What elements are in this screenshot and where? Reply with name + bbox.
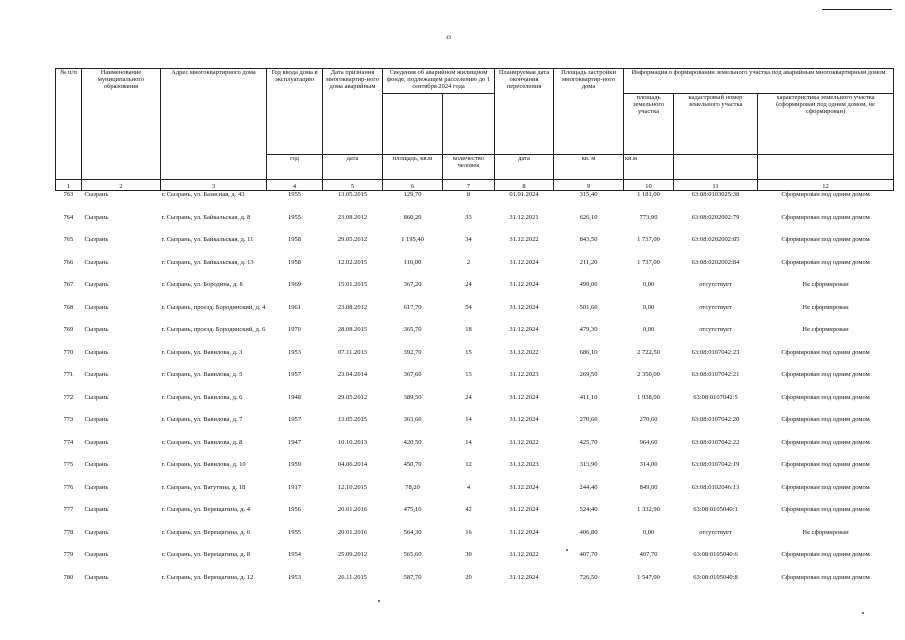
cell-year: 1969 xyxy=(288,281,301,288)
cell-date-emergency: 10.10.2013 xyxy=(337,438,368,446)
cell-address: г. Сызрань, ул. Базисная, д. 43 xyxy=(161,191,245,198)
cell-municipality: Сызрань xyxy=(84,371,109,378)
cell-cadastral: отсутствует xyxy=(699,303,732,311)
column-number: 8 xyxy=(495,180,554,191)
cell-characteristic: Не сформирован xyxy=(802,281,849,288)
cell-date-emergency: 15.01.2015 xyxy=(337,281,368,288)
cell-area: 1 195,40 xyxy=(401,236,424,243)
cell-area: 565,60 xyxy=(403,551,422,558)
cell-people: 14 xyxy=(465,438,472,446)
table-row xyxy=(56,506,894,529)
cell-date-emergency: 12.02.2015 xyxy=(337,258,368,266)
cell-planned-date: 31.12.2024 xyxy=(509,506,539,513)
column-number: 9 xyxy=(554,180,624,191)
cell-year: 1956 xyxy=(288,506,301,513)
cell-address: г. Сызрань, ул. Байкальская, д. 8 xyxy=(161,213,251,221)
cell-planned-date: 31.12.2024 xyxy=(509,258,539,266)
cell-year: 1958 xyxy=(288,258,301,266)
header-land-group: Информация о формировании земельного участка под аварийным многоквартирным домом xyxy=(624,69,894,94)
cell-cadastral: 63:08:0202002:84 xyxy=(691,258,740,266)
cell-year: 1957 xyxy=(288,371,301,378)
cell-address: г. Сызрань, ул. Верещагина, д. 8 xyxy=(161,551,251,558)
cell-no: 767 xyxy=(63,281,74,288)
column-numbers-row xyxy=(56,180,894,191)
cell-land-area: 2 722,50 xyxy=(637,348,660,356)
cell-build-area: 313,90 xyxy=(579,461,598,468)
table-row xyxy=(56,371,894,394)
cell-municipality: Сызрань xyxy=(84,393,109,401)
cell-municipality: Сызрань xyxy=(84,326,109,333)
cell-address: г. Сызрань, ул. Вавилова, д. 7 xyxy=(161,416,243,423)
cell-year: 1954 xyxy=(288,551,301,558)
cell-area: 129,70 xyxy=(403,191,422,198)
unit-year: год xyxy=(267,155,323,180)
cell-no: 776 xyxy=(63,483,74,491)
cell-address: г. Сызрань, проезд. Бородинский, д. 4 xyxy=(161,303,266,311)
cell-year: 1948 xyxy=(288,393,301,401)
cell-cadastral: 63:08:0107042:23 xyxy=(691,348,740,356)
table-row xyxy=(56,236,894,259)
register-sheet xyxy=(55,68,893,596)
table-row xyxy=(56,416,894,439)
cell-cadastral: 63:08:0202002:85 xyxy=(691,236,740,243)
cell-date-emergency: 29.05.2012 xyxy=(337,236,368,243)
table-row xyxy=(56,214,894,237)
cell-year: 1970 xyxy=(288,326,301,333)
cell-no: 768 xyxy=(63,303,74,311)
cell-municipality: Сызрань xyxy=(84,258,109,266)
cell-no: 769 xyxy=(63,326,74,333)
cell-build-area: 843,50 xyxy=(579,236,598,243)
cell-people: 34 xyxy=(465,236,472,243)
unit-date-planned: дата xyxy=(495,155,554,180)
cell-planned-date: 31.12.2022 xyxy=(509,551,539,558)
cell-build-area: 726,50 xyxy=(579,573,598,581)
table-row xyxy=(56,259,894,282)
table-row xyxy=(56,529,894,552)
header-cadastral: кадастровый номер земельного участка xyxy=(674,94,758,155)
cell-characteristic: Сформирован под одним домом xyxy=(781,506,870,513)
cell-no: 779 xyxy=(63,551,74,558)
cell-people: 4 xyxy=(466,483,471,491)
cell-address: г. Сызрань, ул. Байкальская, д. 13 xyxy=(161,258,254,266)
cell-address: г. Сызрань, ул. Вавилова, д. 5 xyxy=(161,371,243,378)
cell-planned-date: 31.12.2021 xyxy=(509,213,539,221)
cell-date-emergency: 23.04.2014 xyxy=(337,371,368,378)
cell-people: 13 xyxy=(465,371,472,378)
cell-cadastral: отсутствует xyxy=(699,326,732,333)
cell-characteristic: Сформирован под одним домом xyxy=(781,551,870,558)
cell-build-area: 211,20 xyxy=(579,258,598,266)
cell-municipality: Сызрань xyxy=(84,213,109,221)
table-row xyxy=(56,349,894,372)
cell-year: 1917 xyxy=(288,483,301,491)
cell-cadastral: 63:08:0105040:1 xyxy=(693,506,738,513)
cell-no: 765 xyxy=(63,236,74,243)
cell-area: 363,60 xyxy=(403,416,422,423)
cell-build-area: 626,10 xyxy=(579,213,598,221)
cell-year: 1953 xyxy=(288,348,301,356)
cell-year: 1953 xyxy=(288,573,301,581)
cell-municipality: Сызрань xyxy=(84,551,109,558)
table-row xyxy=(56,551,894,574)
column-number: 11 xyxy=(674,180,758,191)
cell-build-area: 244,40 xyxy=(579,483,598,491)
cell-municipality: Сызрань xyxy=(84,191,109,198)
column-number: 1 xyxy=(56,180,82,191)
cell-municipality: Сызрань xyxy=(84,528,109,536)
cell-build-area: 499,00 xyxy=(579,281,598,288)
cell-no: 772 xyxy=(63,393,74,401)
cell-area: 78,20 xyxy=(405,483,420,491)
cell-year: 1959 xyxy=(288,461,301,468)
cell-address: г. Сызрань, ул. Вавилова, д. 8 xyxy=(161,438,243,446)
cell-no: 764 xyxy=(63,213,74,221)
unit-blank-cadastral xyxy=(674,155,758,180)
cell-address: г. Сызрань, ул. Вавилова, д. 10 xyxy=(161,461,246,468)
cell-planned-date: 31.12.2024 xyxy=(509,483,539,491)
cell-planned-date: 31.12.2024 xyxy=(509,416,539,423)
cell-build-area: 315,40 xyxy=(579,191,598,198)
header-municipality: Наименование муниципального образования xyxy=(82,69,161,180)
cell-characteristic: Не сформирован xyxy=(802,528,849,536)
cell-land-area: 1 938,00 xyxy=(637,393,660,401)
cell-land-area: 964,60 xyxy=(639,438,658,446)
cell-area: 450,70 xyxy=(403,461,422,468)
cell-area: 110,00 xyxy=(403,258,422,266)
scan-speck xyxy=(378,600,380,602)
cell-address: г. Сызрань, ул. Бородина, д. 8 xyxy=(161,281,243,288)
cell-characteristic: Сформирован под одним домом xyxy=(781,416,870,423)
header-fund-group: Сведения об аварийном жилищном фонде, подлежащем расселению до 1 сентября 2024 года xyxy=(383,69,495,94)
header-characteristic: характеристика земельного участка (сформирован под одним домом, не сформирован) xyxy=(758,94,894,155)
cell-people: 15 xyxy=(465,348,472,356)
cell-cadastral: 63:08:0107042:21 xyxy=(691,371,740,378)
cell-planned-date: 31.12.2023 xyxy=(509,461,539,468)
cell-characteristic: Сформирован под одним домом xyxy=(781,438,870,446)
cell-characteristic: Сформирован под одним домом xyxy=(781,191,870,198)
cell-cadastral: 63:08:0105040:6 xyxy=(693,551,738,558)
cell-year: 1958 xyxy=(288,236,301,243)
cell-build-area: 686,10 xyxy=(579,348,598,356)
column-number: 12 xyxy=(758,180,894,191)
table-row xyxy=(56,574,894,597)
cell-address: г. Сызрань, проезд. Бородинский, д. 6 xyxy=(161,326,266,333)
cell-no: 770 xyxy=(63,348,74,356)
cell-characteristic: Сформирован под одним домом xyxy=(781,371,870,378)
unit-sqm-land: кв.м xyxy=(624,155,674,180)
cell-build-area: 479,30 xyxy=(579,326,598,333)
header-no: № п/п xyxy=(56,69,82,180)
cell-characteristic: Сформирован под одним домом xyxy=(781,236,870,243)
unit-blank-characteristic xyxy=(758,155,894,180)
cell-municipality: Сызрань xyxy=(84,506,109,513)
cell-date-emergency: 23.08.2012 xyxy=(337,213,368,221)
cell-address: г. Сызрань, ул. Верещагина, д. 6 xyxy=(161,528,251,536)
cell-land-area: 0,00 xyxy=(642,326,655,333)
cell-year: 1961 xyxy=(288,303,301,311)
cell-area: 392,70 xyxy=(403,348,422,356)
cell-cadastral: 63:08:0105040:8 xyxy=(693,573,738,581)
cell-characteristic: Сформирован под одним домом xyxy=(781,348,870,356)
cell-area: 389,50 xyxy=(403,393,422,401)
cell-build-area: 501,60 xyxy=(579,303,598,311)
column-number: 10 xyxy=(624,180,674,191)
cell-area: 367,60 xyxy=(403,371,422,378)
cell-planned-date: 31.12.2024 xyxy=(509,326,539,333)
cell-planned-date: 31.12.2024 xyxy=(509,528,539,536)
cell-area: 365,70 xyxy=(403,326,422,333)
cell-date-emergency: 20.01.2016 xyxy=(337,528,368,536)
cell-date-emergency: 26.11.2015 xyxy=(337,573,367,581)
table-header xyxy=(56,69,894,191)
cell-year: 1955 xyxy=(288,528,301,536)
column-number: 6 xyxy=(383,180,443,191)
cell-planned-date: 01.01.2024 xyxy=(509,191,539,198)
cell-no: 778 xyxy=(63,528,74,536)
cell-date-emergency: 13.05.2015 xyxy=(337,416,368,423)
cell-no: 763 xyxy=(63,191,74,198)
cell-characteristic: Не сформирован xyxy=(802,303,849,311)
cell-build-area: 270,60 xyxy=(579,416,598,423)
cell-year: 1955 xyxy=(288,213,301,221)
cell-address: г. Сызрань, ул. Байкальская, д. 11 xyxy=(161,236,254,243)
cell-planned-date: 31.12.2022 xyxy=(509,236,539,243)
cell-address: г. Сызрань, ул. Ватутина, д. 18 xyxy=(161,483,246,491)
cell-municipality: Сызрань xyxy=(84,303,109,311)
table-row xyxy=(56,461,894,484)
header-fund-blank-1 xyxy=(383,94,443,155)
cell-date-emergency: 23.08.2012 xyxy=(337,303,368,311)
cell-year: 1957 xyxy=(288,416,301,423)
cell-land-area: 314,00 xyxy=(639,461,658,468)
cell-municipality: Сызрань xyxy=(84,438,109,446)
cell-planned-date: 31.12.2024 xyxy=(509,303,539,311)
header-land-area: площадь земельного участка xyxy=(624,94,674,155)
cell-date-emergency: 29.05.2012 xyxy=(337,393,368,401)
cell-characteristic: Сформирован под одним домом xyxy=(781,573,870,581)
header-planned-date: Планируемая дата окончания переселения xyxy=(495,69,554,155)
scan-speck xyxy=(566,549,568,551)
cell-cadastral: отсутствует xyxy=(699,528,732,536)
cell-people: 12 xyxy=(465,461,472,468)
cell-no: 774 xyxy=(63,438,74,446)
cell-build-area: 406,80 xyxy=(579,528,598,536)
cell-people: 33 xyxy=(465,213,472,221)
cell-land-area: 1 737,00 xyxy=(637,258,660,266)
column-number: 3 xyxy=(161,180,267,191)
cell-no: 771 xyxy=(63,371,74,378)
unit-sqm: кв. м xyxy=(554,155,624,180)
cell-area: 587,70 xyxy=(403,573,422,581)
header-address: Адрес многоквартирного дома xyxy=(161,69,267,180)
cell-people: 24 xyxy=(465,281,472,288)
cell-cadastral: 63:08:0202002:79 xyxy=(691,213,740,221)
cell-build-area: 524,40 xyxy=(579,506,598,513)
unit-people: количество человек xyxy=(443,155,495,180)
cell-planned-date: 31.12.2022 xyxy=(509,348,539,356)
cell-land-area: 1 181,00 xyxy=(637,191,660,198)
cell-people: 30 xyxy=(465,551,472,558)
cell-land-area: 1 737,00 xyxy=(637,236,660,243)
cell-no: 773 xyxy=(63,416,74,423)
cell-characteristic: Сформирован под одним домом xyxy=(781,461,870,468)
cell-build-area: 411,10 xyxy=(579,393,598,401)
cell-build-area: 269,50 xyxy=(579,371,598,378)
cell-cadastral: 63:08:0107042:19 xyxy=(691,461,740,468)
cell-area: 475,10 xyxy=(403,506,422,513)
cell-land-area: 773,00 xyxy=(639,213,658,221)
page-number: 49 xyxy=(446,36,451,41)
emergency-housing-table xyxy=(55,68,894,596)
cell-date-emergency: 13.05.2015 xyxy=(337,191,368,198)
cell-cadastral: 63:08:0107042:20 xyxy=(691,416,740,423)
cell-people: 16 xyxy=(465,528,472,536)
table-row xyxy=(56,439,894,462)
column-number: 4 xyxy=(267,180,323,191)
cell-planned-date: 31.12.2024 xyxy=(509,281,539,288)
cell-land-area: 270,60 xyxy=(639,416,658,423)
cell-date-emergency: 04.06.2014 xyxy=(337,461,368,468)
cell-cadastral: 63:08:0103025:38 xyxy=(691,191,740,198)
cell-planned-date: 31.12.2023 xyxy=(509,371,539,378)
cell-area: 367,20 xyxy=(403,281,422,288)
cell-no: 780 xyxy=(63,573,74,581)
cell-cadastral: отсутствует xyxy=(699,281,732,288)
table-body xyxy=(56,191,894,597)
cell-people: 20 xyxy=(465,573,472,581)
header-fund-blank-2 xyxy=(443,94,495,155)
unit-area: площадь, кв.м xyxy=(383,155,443,180)
cell-planned-date: 31.12.2022 xyxy=(509,438,539,446)
cell-area: 860,20 xyxy=(403,213,422,221)
cell-date-emergency: 12.10.2015 xyxy=(337,483,368,491)
cell-characteristic: Сформирован под одним домом xyxy=(781,393,870,401)
cell-land-area: 0,00 xyxy=(642,281,655,288)
cell-people: 54 xyxy=(465,303,472,311)
column-number: 5 xyxy=(323,180,383,191)
cell-area: 420,50 xyxy=(403,438,422,446)
cell-land-area: 0,00 xyxy=(642,528,655,536)
cell-people: 18 xyxy=(465,326,472,333)
cell-planned-date: 31.12.2024 xyxy=(509,393,539,401)
cell-build-area: 425,70 xyxy=(579,438,598,446)
cell-municipality: Сызрань xyxy=(84,461,109,468)
cell-area: 564,30 xyxy=(403,528,422,536)
cell-date-emergency: 20.01.2016 xyxy=(337,506,368,513)
cell-land-area: 2 350,00 xyxy=(637,371,660,378)
cell-people: 8 xyxy=(466,191,471,198)
table-row xyxy=(56,281,894,304)
cell-year: 1947 xyxy=(288,438,301,446)
cell-land-area: 0,00 xyxy=(642,303,655,311)
cell-cadastral: 63:08:0107042:5 xyxy=(693,393,738,401)
cell-municipality: Сызрань xyxy=(84,416,109,423)
cell-land-area: 1 332,90 xyxy=(637,506,660,513)
table-row xyxy=(56,191,894,214)
cell-no: 766 xyxy=(63,258,74,266)
cell-address: г. Сызрань, ул. Верещагина, д. 12 xyxy=(161,573,254,581)
header-date-emergency: Дата признания многоквартир-ного дома аварийным xyxy=(323,69,383,155)
cell-land-area: 407,70 xyxy=(639,551,658,558)
table-row xyxy=(56,326,894,349)
cell-address: г. Сызрань, ул. Верещагина, д. 4 xyxy=(161,506,251,513)
cell-people: 14 xyxy=(465,416,472,423)
cell-date-emergency: 07.11.2013 xyxy=(337,348,367,356)
cell-people: 42 xyxy=(465,506,472,513)
cell-municipality: Сызрань xyxy=(84,236,109,243)
cell-people: 24 xyxy=(465,393,472,401)
table-row xyxy=(56,304,894,327)
cell-land-area: 1 547,00 xyxy=(637,573,660,581)
cell-address: г. Сызрань, ул. Вавилова, д. 3 xyxy=(161,348,243,356)
cell-characteristic: Сформирован под одним домом xyxy=(781,258,870,266)
cell-land-area: 849,00 xyxy=(639,483,658,491)
cell-no: 777 xyxy=(63,506,74,513)
cell-year: 1955 xyxy=(288,191,301,198)
cell-municipality: Сызрань xyxy=(84,573,109,581)
cell-municipality: Сызрань xyxy=(84,483,109,491)
cell-area: 617,70 xyxy=(403,303,422,311)
cell-address: г. Сызрань, ул. Вавилова, д. 6 xyxy=(161,393,243,401)
cell-date-emergency: 28.08.2015 xyxy=(337,326,368,333)
cell-characteristic: Сформирован под одним домом xyxy=(781,213,870,221)
cell-build-area: 407,70 xyxy=(579,551,598,558)
cell-no: 775 xyxy=(63,461,74,468)
cell-people: 2 xyxy=(466,258,471,266)
table-row xyxy=(56,484,894,507)
column-number: 2 xyxy=(82,180,161,191)
top-rule xyxy=(822,9,892,10)
cell-characteristic: Сформирован под одним домом xyxy=(781,483,870,491)
table-row xyxy=(56,394,894,417)
cell-planned-date: 31.12.2024 xyxy=(509,573,539,581)
column-number: 7 xyxy=(443,180,495,191)
cell-cadastral: 63:08:0102046:13 xyxy=(691,483,740,491)
cell-municipality: Сызрань xyxy=(84,348,109,356)
header-build-area: Площадь застройки многоквартир-ного дома xyxy=(554,69,624,155)
cell-municipality: Сызрань xyxy=(84,281,109,288)
header-year: Год ввода дома в эксплуатацию xyxy=(267,69,323,155)
scan-speck xyxy=(862,612,864,614)
cell-cadastral: 63:08:0107042:22 xyxy=(691,438,740,446)
cell-date-emergency: 25.09.2012 xyxy=(337,551,368,558)
cell-characteristic: Не сформирован xyxy=(802,326,849,333)
unit-date: дата xyxy=(323,155,383,180)
